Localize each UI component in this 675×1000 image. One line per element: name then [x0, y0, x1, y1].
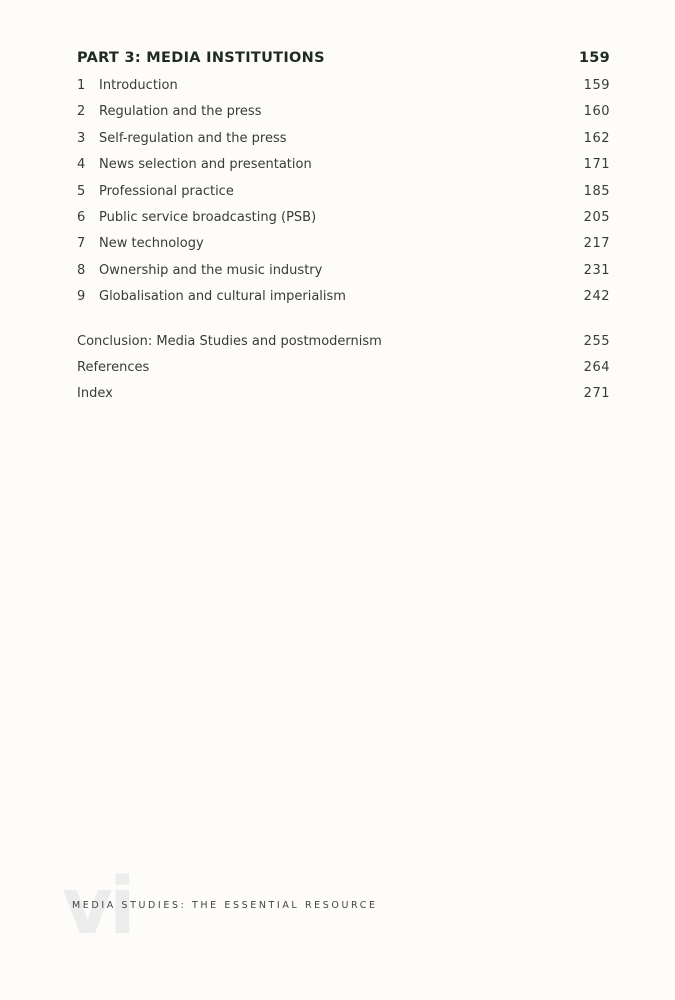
- toc-entry: [77, 360, 610, 386]
- toc-entry: [77, 334, 610, 360]
- chapter-title: Self-regulation and the press: [99, 130, 287, 146]
- chapter-title: Regulation and the press: [99, 104, 262, 120]
- page-number: 171: [583, 157, 610, 173]
- toc-entry: [77, 236, 610, 262]
- chapter-list: [77, 78, 610, 316]
- chapter-title: Globalisation and cultural imperialism: [99, 289, 346, 305]
- chapter-number: 8: [77, 262, 86, 278]
- chapter-number: 2: [77, 104, 86, 120]
- part-page-number: 159: [578, 50, 610, 66]
- chapter-number: 7: [77, 236, 86, 252]
- chapter-number: 5: [77, 183, 86, 199]
- page-number: 231: [583, 262, 610, 278]
- chapter-title: Professional practice: [99, 183, 234, 199]
- toc-entry: [77, 263, 610, 289]
- chapter-number: 3: [77, 130, 86, 146]
- toc-entry: [77, 131, 610, 157]
- toc-entry: [77, 184, 610, 210]
- page-number: 255: [583, 333, 610, 349]
- end-matter-title: Conclusion: Media Studies and postmodernism: [77, 333, 382, 349]
- part-title: PART 3: MEDIA INSTITUTIONS: [77, 50, 325, 66]
- toc-entry: [77, 386, 610, 412]
- page-number: 264: [583, 359, 610, 375]
- toc-entry: [77, 157, 610, 183]
- chapter-title: News selection and presentation: [99, 157, 312, 173]
- page-number: 271: [583, 386, 610, 402]
- page-number: 162: [583, 130, 610, 146]
- toc-entry: [77, 210, 610, 236]
- toc-entry: [77, 289, 610, 315]
- chapter-title: Ownership and the music industry: [99, 262, 323, 278]
- page-footer: [62, 862, 462, 952]
- end-matter-title: References: [77, 359, 150, 375]
- end-matter-title: Index: [77, 386, 113, 402]
- page-number: 185: [583, 183, 610, 199]
- page-number: 205: [583, 209, 610, 225]
- running-title: MEDIA STUDIES: THE ESSENTIAL RESOURCE: [72, 900, 378, 911]
- toc-entry: [77, 104, 610, 130]
- chapter-number: 4: [77, 157, 86, 173]
- page-number: 159: [583, 78, 610, 93]
- end-matter-list: [77, 334, 610, 413]
- chapter-number: 1: [77, 78, 86, 93]
- page-number: 160: [583, 104, 610, 120]
- chapter-number: 9: [77, 289, 86, 305]
- chapter-number: 6: [77, 209, 86, 225]
- table-of-contents: [77, 50, 610, 413]
- chapter-title: Introduction: [99, 78, 178, 93]
- chapter-title: Public service broadcasting (PSB): [99, 209, 317, 225]
- toc-entry: [77, 78, 610, 104]
- chapter-title: New technology: [99, 236, 204, 252]
- page-number: 242: [583, 289, 610, 305]
- page-number: 217: [583, 236, 610, 252]
- part-heading: [77, 50, 610, 76]
- folio-page-number: vi: [62, 862, 132, 952]
